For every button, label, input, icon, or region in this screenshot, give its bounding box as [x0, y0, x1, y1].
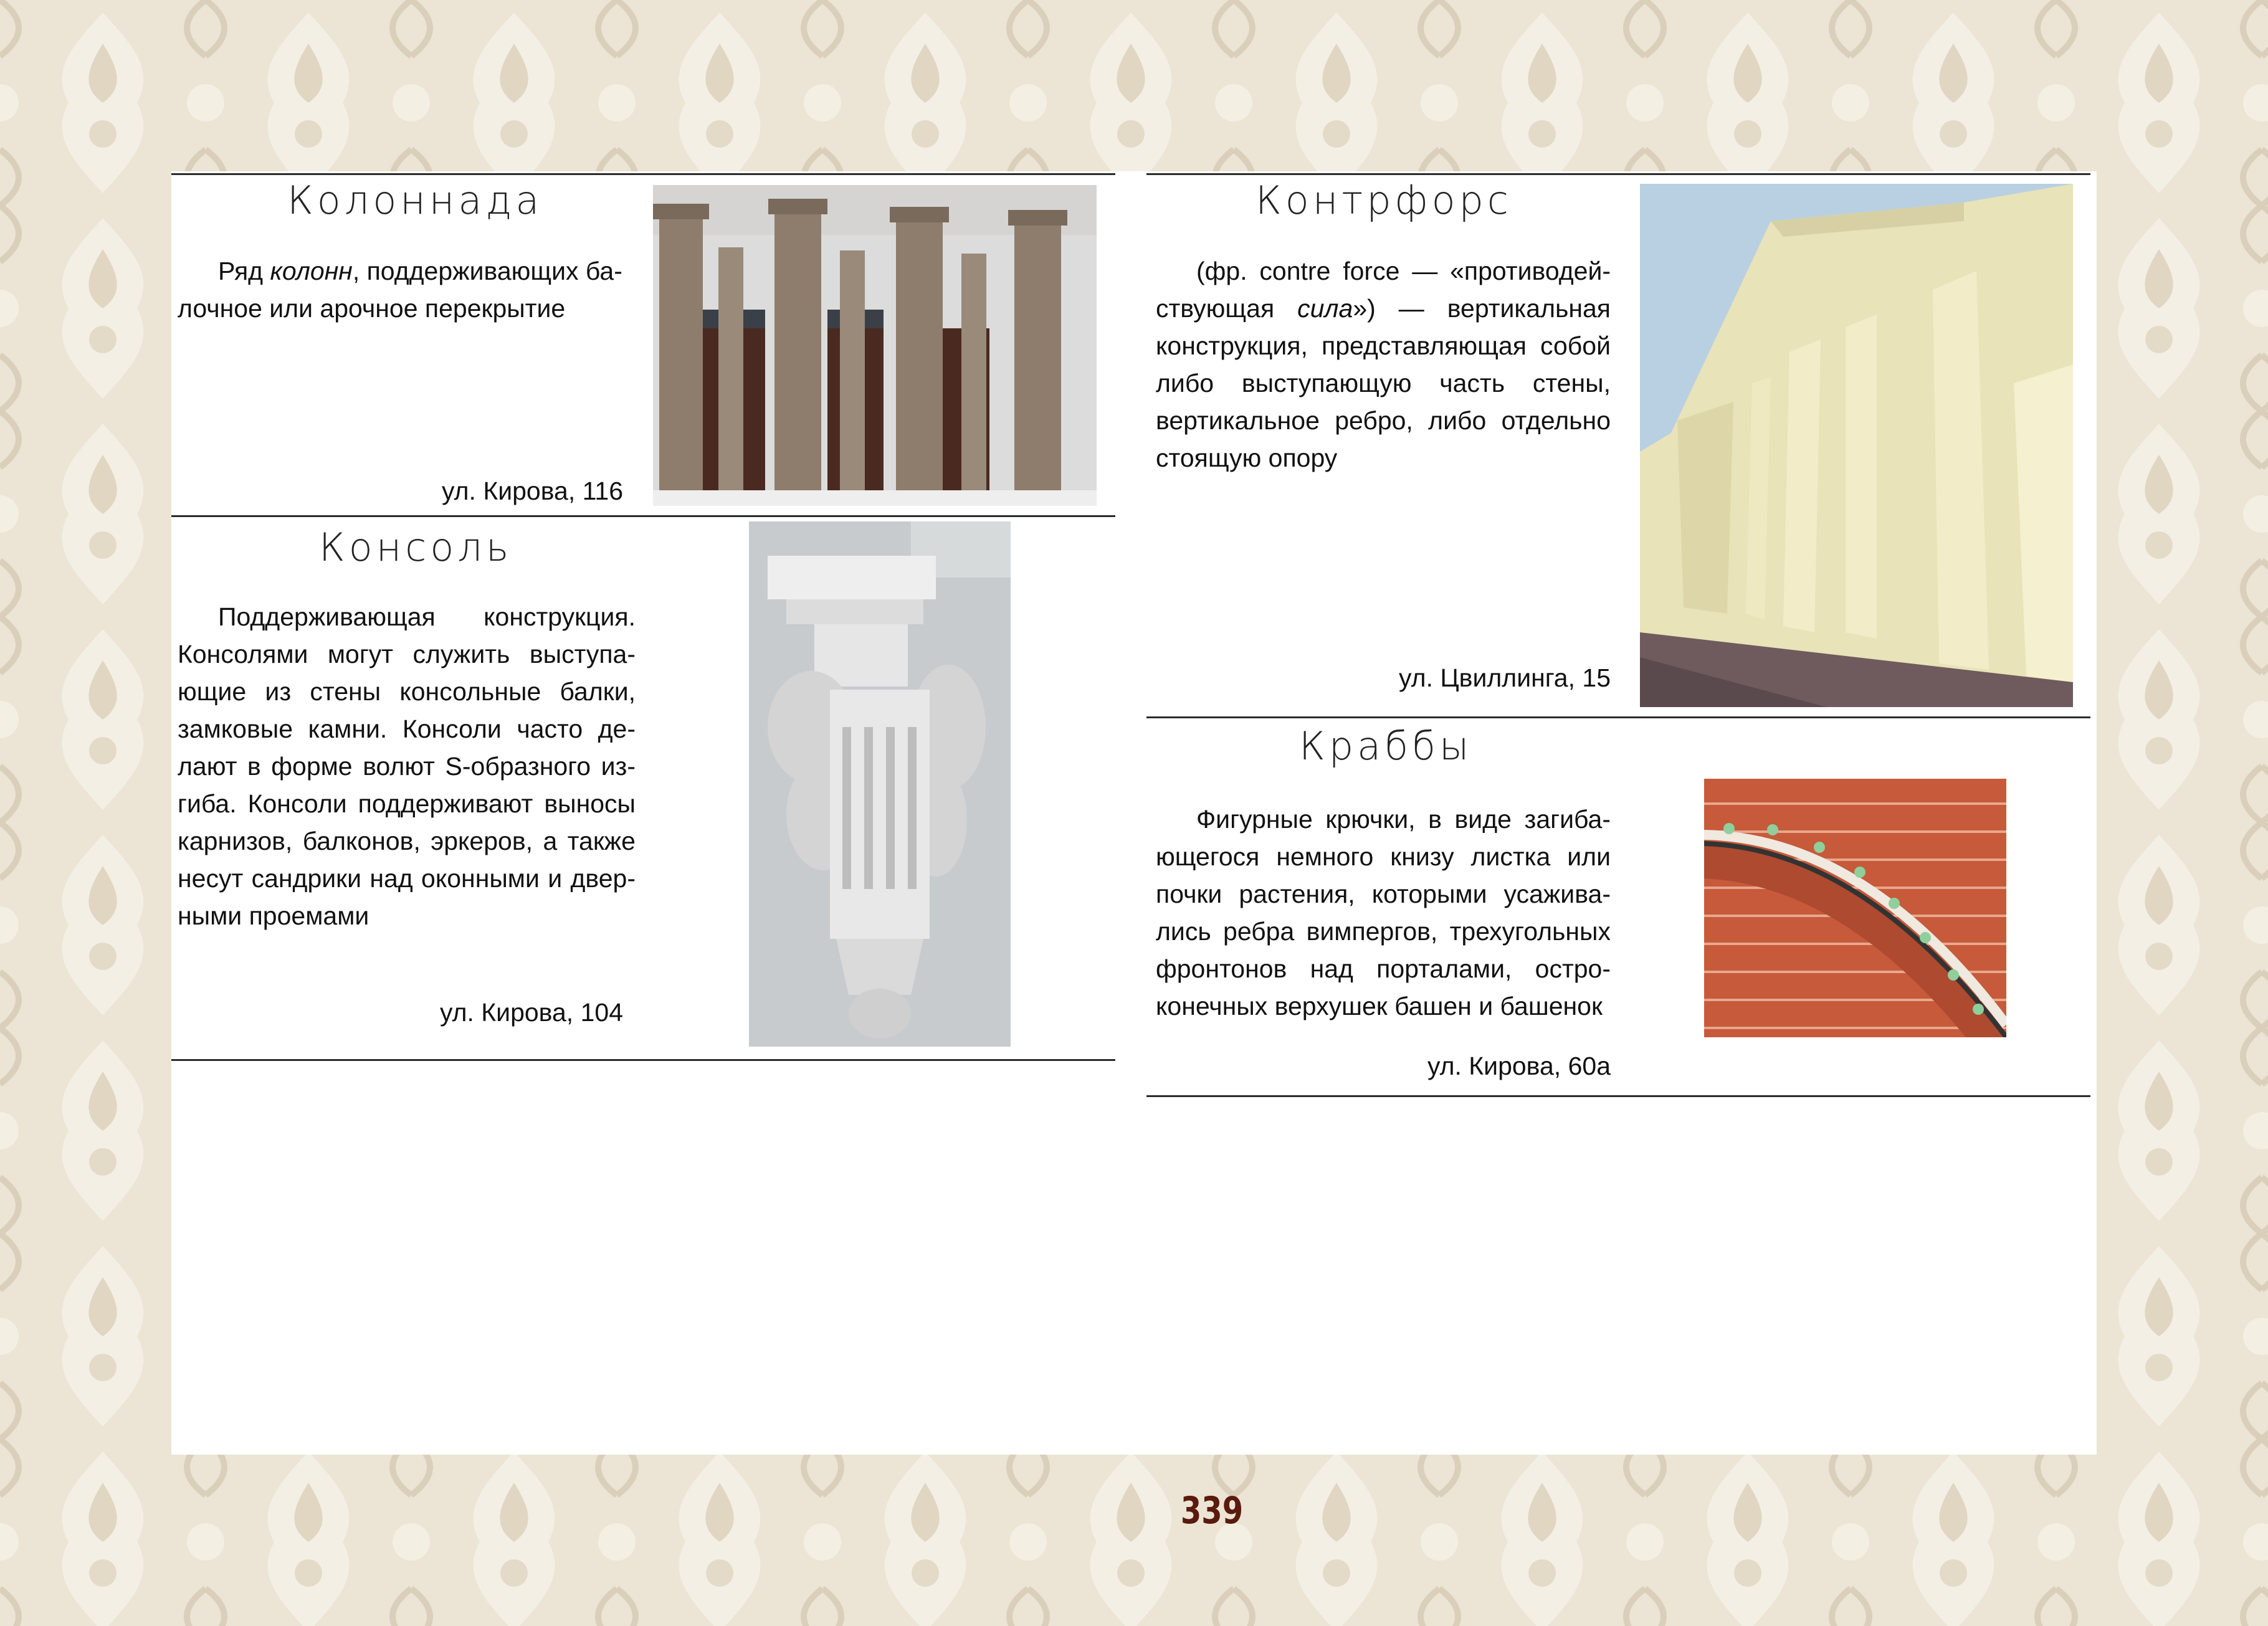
entry-address: ул. Цвиллинга, 15	[1399, 663, 1611, 692]
entry-address: ул. Кирова, 116	[442, 477, 623, 505]
entry-crabbs	[1146, 718, 2090, 1095]
buttress-photo	[1640, 184, 2073, 707]
entry-title: Краббы	[1299, 723, 1473, 769]
crabbs-photo	[1704, 779, 2006, 1037]
rule-console-bottom	[171, 1059, 1115, 1061]
entry-buttress	[1146, 171, 2090, 716]
entry-address: ул. Кирова, 104	[439, 998, 623, 1027]
colonnade-photo	[653, 185, 1097, 506]
entry-title: Контрфорс	[1256, 178, 1512, 223]
entry-text: Фигурные крючки, в виде загиба-ющегося немного книзу листка или почки растения, которыми усажива-лись ребра вимпергов, трехугольных фронтонов над порталами, остро-конечных верхушек башен и башенок	[1156, 805, 1611, 1020]
entry-text: Ряд колонн, поддерживающих ба-лочное или арочное перекрытие	[178, 257, 622, 323]
entry-title: Колоннада	[287, 178, 543, 223]
content-page	[171, 171, 2097, 1455]
entry-text: (фр. contre force — «противодей-ствующая сила») — вертикальная конструкция, представляющая собой либо выступающую часть стены, вертикальное ребро, либо отдельно стоящую опору	[1156, 257, 1611, 472]
entry-title: Консоль	[319, 525, 513, 570]
console-photo	[749, 521, 1011, 1047]
entry-address: ул. Кирова, 60а	[1427, 1052, 1611, 1080]
entry-text: Поддерживающая конструкция. Консолями могут служить выступа-ющие из стены консольные балки, замковые камни. Консоли часто де-лают в форме волют S-образного из-гиба. Консоли поддерживают выносы карнизов, балконов, эркеров, а также несут сандрики над оконными и двер-ными проемами	[178, 602, 636, 930]
page-number: 339	[1180, 1489, 1244, 1533]
rule-crabbs-bottom	[1146, 1095, 2090, 1097]
entry-colonnade	[171, 171, 1115, 517]
entry-console	[171, 517, 1115, 1051]
